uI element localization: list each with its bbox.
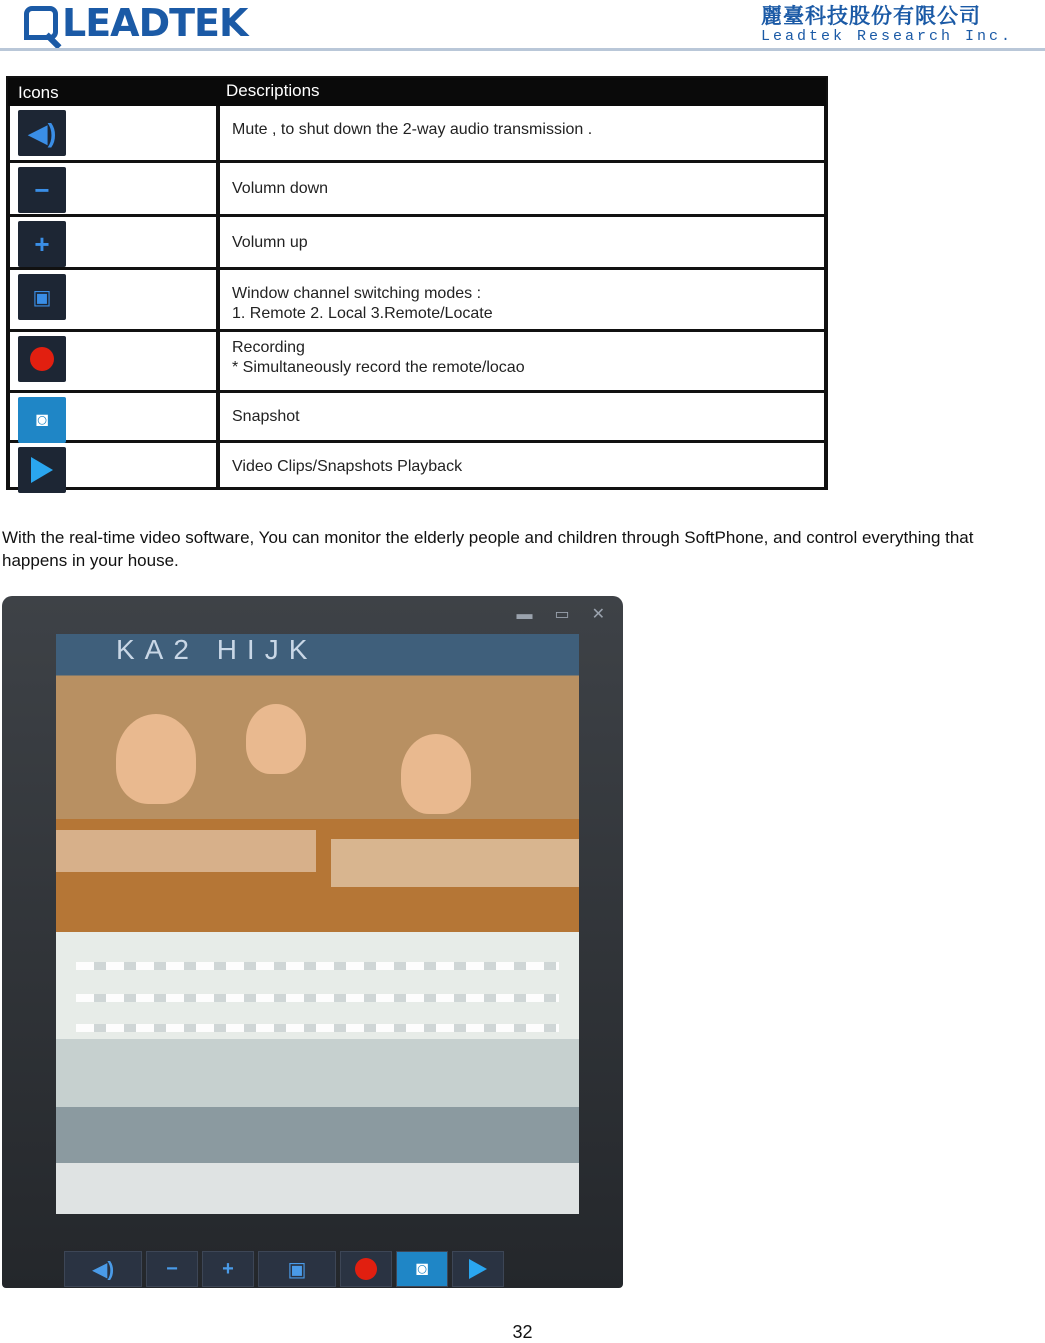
- video-toolbar: [64, 1251, 504, 1287]
- maximize-icon[interactable]: ▭: [554, 606, 570, 623]
- minus-icon: −: [18, 167, 66, 213]
- window-switch-icon: ▣: [18, 274, 66, 320]
- record-icon: [18, 336, 66, 382]
- window-switch-icon: ▣: [287, 1258, 307, 1281]
- window-switch-button[interactable]: [258, 1251, 336, 1287]
- camera-icon: ◙: [415, 1257, 429, 1280]
- row-description: Snapshot: [232, 408, 300, 425]
- logo-mark-icon: [24, 6, 58, 40]
- volume-up-button[interactable]: [202, 1251, 254, 1287]
- speaker-icon: ◀): [91, 1258, 115, 1281]
- play-icon: [18, 447, 66, 493]
- record-button[interactable]: [340, 1251, 392, 1287]
- speaker-icon: ◀): [18, 110, 66, 156]
- playback-button[interactable]: [452, 1251, 504, 1287]
- child-figure: [116, 714, 196, 804]
- icon-description-table: [6, 76, 828, 490]
- company-name-english: Leadtek Research Inc.: [760, 28, 1013, 45]
- row-description: Window channel switching modes :: [232, 285, 482, 302]
- plus-icon: +: [18, 221, 66, 267]
- row-description: Mute , to shut down the 2-way audio transmission .: [232, 121, 593, 138]
- page-header: [0, 0, 1045, 54]
- snapshot-button[interactable]: [396, 1251, 448, 1287]
- logo-text: LEADTEK: [62, 1, 248, 45]
- volume-down-button[interactable]: [146, 1251, 198, 1287]
- table-row: [8, 163, 826, 217]
- plus-icon: +: [222, 1257, 234, 1280]
- child-figure: [246, 704, 306, 774]
- table-header: [8, 78, 826, 106]
- table-row: [8, 443, 826, 490]
- softphone-video-window: [2, 596, 623, 1288]
- row-description: Volumn up: [232, 234, 308, 251]
- icons-column-header: Icons: [18, 83, 59, 102]
- classroom-desk: [331, 839, 579, 887]
- header-divider: [0, 48, 1045, 51]
- row-description-detail: * Simultaneously record the remote/locao: [232, 359, 525, 376]
- descriptions-column-header: Descriptions: [226, 81, 320, 100]
- local-video-feed: [56, 932, 579, 1214]
- row-description-detail: 1. Remote 2. Local 3.Remote/Locate: [232, 305, 493, 322]
- row-description: Video Clips/Snapshots Playback: [232, 458, 463, 475]
- minimize-icon[interactable]: ▬: [516, 606, 533, 623]
- table-row: [8, 270, 826, 332]
- chalkboard-text: KA2 HIJK: [116, 634, 318, 665]
- mute-button[interactable]: [64, 1251, 142, 1287]
- body-paragraph: With the real-time video software, You can monitor the elderly people and children through SoftPhone, and control everything that happens in your house.: [2, 528, 974, 570]
- table-row: [8, 106, 826, 163]
- company-name: [761, 4, 1013, 46]
- minus-icon: −: [166, 1257, 178, 1280]
- remote-video-feed: [56, 634, 579, 932]
- row-description: Volumn down: [232, 180, 329, 197]
- table-row: [8, 217, 826, 270]
- window-controls: [516, 606, 605, 624]
- row-description: Recording: [232, 339, 305, 356]
- leadtek-logo: [24, 2, 247, 44]
- camera-icon: ◙: [18, 397, 66, 443]
- classroom-desk: [56, 830, 316, 872]
- child-figure: [401, 734, 471, 814]
- company-name-chinese: 麗臺科技股份有限公司: [760, 4, 981, 28]
- table-row: [8, 393, 826, 443]
- close-icon[interactable]: ✕: [591, 606, 605, 623]
- table-row: [8, 332, 826, 393]
- page-number: 32: [512, 1322, 533, 1342]
